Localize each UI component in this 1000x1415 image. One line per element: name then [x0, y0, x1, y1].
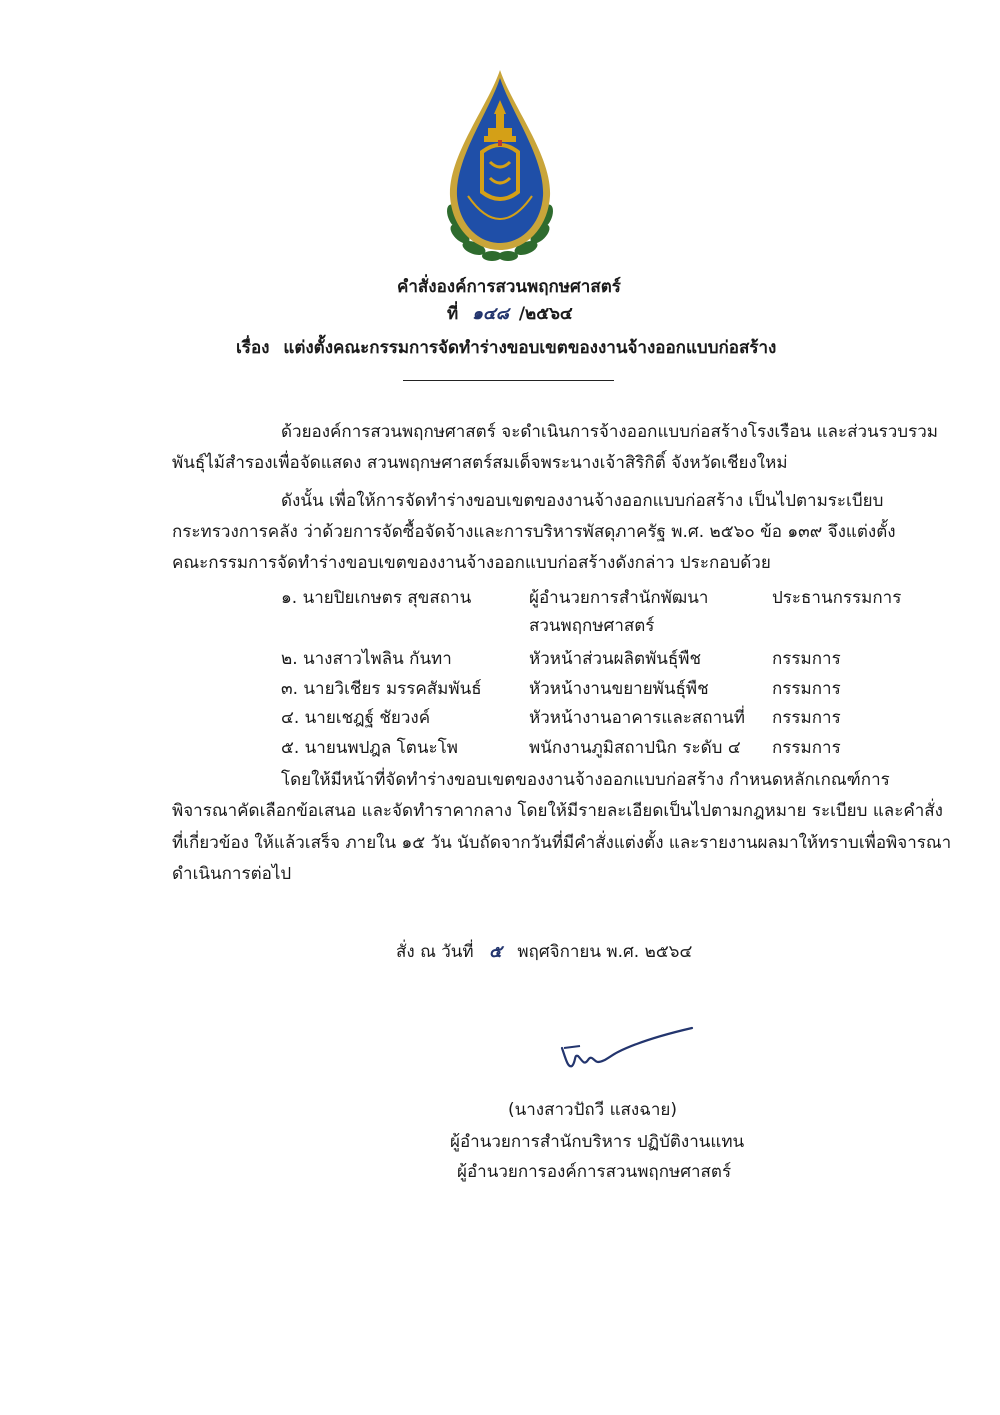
member-position: ผู้อำนวยการสำนักพัฒนา [529, 588, 709, 608]
member-position: หัวหน้างานอาคารและสถานที่ [529, 708, 745, 728]
member-role: ประธานกรรมการ [772, 588, 902, 608]
paragraph-3-line-1: โดยให้มีหน้าที่จัดทำร่างขอบเขตของงานจ้างออกแบบก่อสร้าง กำหนดหลักเกณฑ์การ [281, 770, 890, 790]
paragraph-3-line-2: พิจารณาคัดเลือกข้อเสนอ และจัดทำราคากลาง โดยให้มีรายละเอียดเป็นไปตามกฎหมาย ระเบียบ และคำสั่ง [172, 801, 943, 821]
member-name: ๔. นายเชฎฐ์ ชัยวงค์ [281, 708, 431, 728]
paragraph-2-line-1: ดังนั้น เพื่อให้การจัดทำร่างขอบเขตของงานจ้างออกแบบก่อสร้าง เป็นไปตามระเบียบ [281, 491, 884, 511]
signatory-name: (นางสาวปัถวี แสงฉาย) [508, 1100, 677, 1120]
member-role: กรรมการ [772, 649, 841, 669]
paragraph-3-line-3: ที่เกี่ยวข้อง ให้แล้วเสร็จ ภายใน ๑๕ วัน นับถัดจากวันที่มีคำสั่งแต่งตั้ง และรายงานผลมาให้ทราบเพื่อพิจารณา [172, 833, 952, 853]
member-name: ๓. นายวิเชียร มรรคสัมพันธ์ [281, 679, 482, 699]
member-role: กรรมการ [772, 679, 841, 699]
signatory-title-line-1: ผู้อำนวยการสำนักบริหาร ปฏิบัติงานแทน [450, 1132, 745, 1152]
subject-label: เรื่อง [236, 338, 270, 358]
order-number-year: /๒๕๖๔ [518, 304, 573, 324]
member-position-line-2: สวนพฤกษศาสตร์ [529, 616, 655, 636]
member-role: กรรมการ [772, 738, 841, 758]
order-date-month-year: พฤศจิกายน พ.ศ. ๒๕๖๔ [517, 942, 693, 962]
member-position: หัวหน้าส่วนผลิตพันธุ์พืช [529, 649, 702, 669]
paragraph-2-line-3: คณะกรรมการจัดทำร่างขอบเขตของงานจ้างออกแบบก่อสร้างดังกล่าว ประกอบด้วย [172, 553, 771, 573]
order-date-day: ๕ [489, 942, 502, 962]
order-number-value: ๑๔๘ [472, 304, 509, 324]
botanic-garden-seal-logo [442, 66, 558, 262]
order-date [396, 944, 692, 961]
paragraph-1-line-1: ด้วยองค์การสวนพฤกษศาสตร์ จะดำเนินการจ้างออกแบบก่อสร้างโรงเรือน และส่วนรวบรวม [281, 422, 938, 442]
paragraph-2-line-2: กระทรวงการคลัง ว่าด้วยการจัดซื้อจัดจ้างและการบริหารพัสดุภาครัฐ พ.ศ. ๒๕๖๐ ข้อ ๑๓๙ จึงแต่งตั้ง [172, 522, 896, 542]
member-position: หัวหน้างานขยายพันธุ์พืช [529, 679, 709, 699]
header-divider [403, 380, 614, 381]
order-number-prefix: ที่ [447, 304, 459, 324]
member-name: ๒. นางสาวไพลิน กันทา [281, 649, 452, 669]
order-subject [236, 334, 776, 361]
member-name: ๑. นายปิยเกษตร สุขสถาน [281, 588, 472, 608]
subject-text: แต่งตั้งคณะกรรมการจัดทำร่างขอบเขตของงานจ้างออกแบบก่อสร้าง [283, 338, 777, 358]
order-title: คำสั่งองค์การสวนพฤกษศาสตร์ [397, 277, 621, 297]
paragraph-3-line-4: ดำเนินการต่อไป [172, 864, 292, 884]
signatory-title-line-2: ผู้อำนวยการองค์การสวนพฤกษศาสตร์ [457, 1162, 732, 1182]
order-date-prefix: สั่ง ณ วันที่ [396, 942, 474, 962]
order-number [447, 300, 573, 327]
handwritten-signature [558, 1026, 698, 1076]
member-role: กรรมการ [772, 708, 841, 728]
paragraph-1-line-2: พันธุ์ไม้สำรองเพื่อจัดแสดง สวนพฤกษศาสตร์สมเด็จพระนางเจ้าสิริกิติ์ จังหวัดเชียงใหม่ [172, 453, 788, 473]
member-name: ๕. นายนพปฎล โตนะโพ [281, 738, 458, 758]
member-position: พนักงานภูมิสถาปนิก ระดับ ๔ [529, 738, 741, 758]
